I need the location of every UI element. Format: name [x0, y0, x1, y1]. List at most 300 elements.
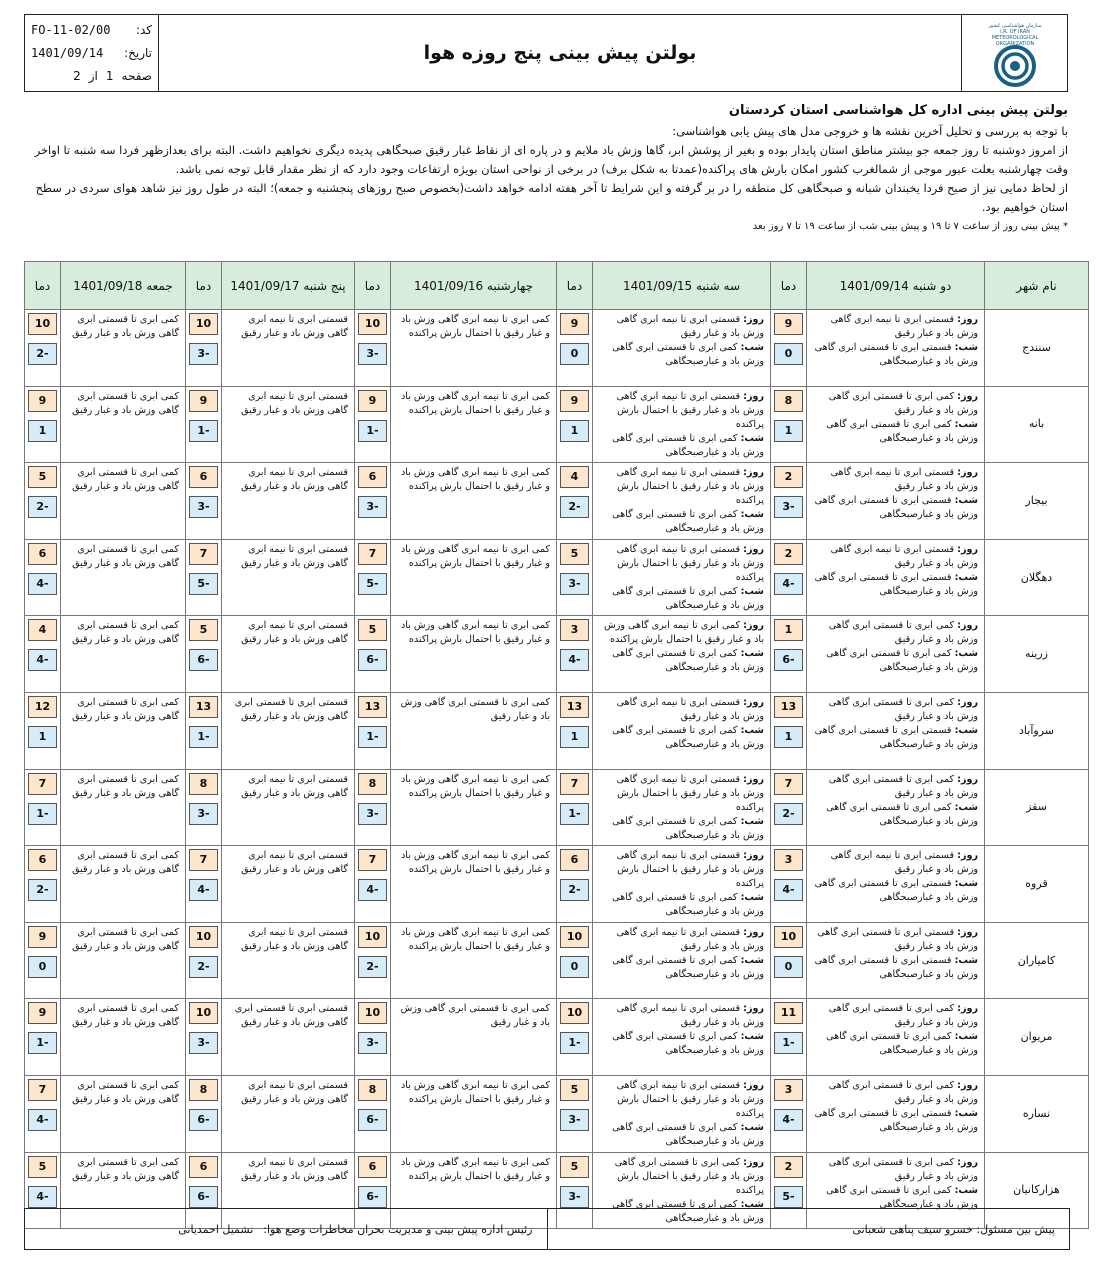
- day-forecast: قسمتی ابری تا نیمه ابری گاهی وزش باد و غبار رقیق: [830, 850, 978, 876]
- night-label: شب:: [954, 1184, 978, 1196]
- forecaster-name: پیش بین مسئول: خسرو سیف پناهی شعبانی: [852, 1222, 1055, 1236]
- night-label: شب:: [740, 1198, 764, 1210]
- min-temp: -2: [28, 343, 57, 365]
- day-forecast: کمی ابری تا نیمه ابری گاهی وزش باد و غبار رقیق با احتمال بارش پراکنده: [604, 620, 764, 646]
- night-label: شب:: [740, 954, 764, 966]
- min-temp: -4: [28, 573, 57, 595]
- min-temp: -1: [28, 1032, 57, 1054]
- forecast-d2: [593, 386, 771, 463]
- max-temp: 5: [28, 466, 57, 488]
- min-temp: -2: [560, 496, 589, 518]
- day-label: روز:: [957, 850, 978, 862]
- day-forecast: کمی ابری تا قسمتی ابری گاهی وزش باد و غبار رقیق: [828, 1003, 978, 1029]
- temps-d2: [557, 692, 593, 769]
- temps-d4: [186, 922, 222, 999]
- forecast-d4: [222, 769, 355, 846]
- day-label: روز:: [957, 314, 978, 325]
- header-day-2: سه شنبه 1401/09/15: [593, 262, 771, 310]
- temps-d4: [186, 692, 222, 769]
- temps-d1: [771, 999, 807, 1076]
- max-temp: 5: [358, 619, 387, 641]
- night-label: شب:: [740, 1031, 764, 1043]
- forecast-d4: [222, 616, 355, 693]
- forecast-d4: [222, 922, 355, 999]
- min-temp: 0: [774, 956, 803, 978]
- table-row: [25, 999, 1089, 1076]
- night-forecast: کمی ابری تا قسمتی ابری گاهی وزش باد و غبارصبحگاهی: [826, 648, 978, 674]
- min-temp: -4: [28, 649, 57, 671]
- page-total: 2: [73, 68, 81, 83]
- forecast-d5: [61, 1075, 186, 1152]
- max-temp: 7: [774, 773, 803, 795]
- max-temp: 6: [560, 849, 589, 871]
- table-row: [25, 846, 1089, 923]
- max-temp: 2: [774, 1156, 803, 1178]
- night-forecast: کمی ابری تا قسمتی ابری گاهی وزش باد و غبارصبحگاهی: [612, 342, 764, 367]
- document-meta: [25, 15, 159, 91]
- day-forecast: قسمتی ابری تا قسمتی ابری گاهی وزش باد و غبار رقیق: [817, 926, 978, 952]
- day-forecast: قسمتی ابری تا نیمه ابری گاهی وزش باد و غبار رقیق: [616, 314, 764, 339]
- max-temp: 2: [774, 543, 803, 565]
- min-temp: -1: [774, 1032, 803, 1054]
- max-temp: 13: [358, 696, 387, 718]
- night-forecast: قسمتی ابری تا قسمتی ابری گاهی وزش باد و غبارصبحگاهی: [814, 495, 978, 521]
- night-label: شب:: [954, 878, 978, 890]
- temps-d1: [771, 1075, 807, 1152]
- forecast-d1: [807, 616, 985, 693]
- forecast-d1: [807, 1075, 985, 1152]
- header-day-1: دو شنبه 1401/09/14: [807, 262, 985, 310]
- forecast-text: کمی ابری تا نیمه ابری گاهی وزش باد و غبار رقیق با احتمال بارش پراکنده: [401, 773, 550, 799]
- forecast-hours-note: * پیش بینی روز از ساعت ۷ تا ۱۹ و پیش بینی شب از ساعت ۱۹ تا ۷ روز بعد: [752, 221, 1068, 232]
- day-forecast: قسمتی ابری تا نیمه ابری گاهی وزش باد و غبار رقیق با احتمال بارش پراکنده: [616, 467, 764, 507]
- max-temp: 9: [189, 390, 218, 412]
- max-temp: 9: [560, 313, 589, 335]
- forecast-d1: [807, 999, 985, 1076]
- max-temp: 9: [28, 390, 57, 412]
- day-forecast: کمی ابری تا قسمتی ابری گاهی وزش باد و غبار رقیق: [828, 1156, 978, 1182]
- max-temp: 5: [560, 1079, 589, 1101]
- night-forecast: کمی ابری تا قسمتی ابری گاهی وزش باد و غبارصبحگاهی: [826, 1031, 978, 1057]
- temps-d5: [25, 922, 61, 999]
- date-label: تاریخ:: [124, 45, 152, 60]
- min-temp: -3: [358, 496, 387, 518]
- city-name: مریوان: [985, 999, 1089, 1076]
- night-label: شب:: [740, 432, 764, 444]
- day-forecast: قسمتی ابری تا نیمه ابری گاهی وزش باد و غبار رقیق با احتمال بارش پراکنده: [616, 543, 764, 583]
- day-forecast: کمی ابری تا قسمتی ابری گاهی وزش باد و غبار رقیق: [828, 390, 978, 416]
- min-temp: -1: [189, 726, 218, 748]
- night-forecast: قسمتی ابری تا قسمتی ابری گاهی وزش باد و غبارصبحگاهی: [814, 724, 978, 750]
- forecast-text: کمی ابری تا نیمه ابری گاهی وزش باد و غبار رقیق با احتمال بارش پراکنده: [401, 390, 550, 416]
- temps-d4: [186, 463, 222, 540]
- table-row: [25, 310, 1089, 387]
- temps-d1: [771, 922, 807, 999]
- night-forecast: کمی ابری تا قسمتی ابری گاهی وزش باد و غبارصبحگاهی: [826, 801, 978, 827]
- forecast-d4: [222, 463, 355, 540]
- min-temp: 0: [560, 956, 589, 978]
- max-temp: 9: [28, 1002, 57, 1024]
- max-temp: 8: [189, 773, 218, 795]
- min-temp: -4: [28, 1186, 57, 1208]
- night-forecast: کمی ابری تا قسمتی ابری گاهی وزش باد و غبارصبحگاهی: [612, 648, 764, 674]
- forecast-d3: [391, 310, 557, 387]
- min-temp: -4: [774, 573, 803, 595]
- day-label: روز:: [743, 543, 764, 555]
- night-label: شب:: [954, 1031, 978, 1043]
- max-temp: 2: [774, 466, 803, 488]
- min-temp: -6: [189, 1109, 218, 1131]
- forecast-text: کمی ابری تا نیمه ابری گاهی وزش باد و غبار رقیق با احتمال بارش پراکنده: [401, 543, 550, 569]
- max-temp: 7: [560, 773, 589, 795]
- forecast-table: [24, 261, 1089, 1229]
- min-temp: 0: [774, 343, 803, 365]
- logo-text-2: I.R. OF IRAN: [999, 29, 1030, 35]
- day-forecast: کمی ابری تا قسمتی ابری گاهی وزش باد و غبار رقیق با احتمال بارش پراکنده: [614, 1156, 764, 1196]
- forecast-d4: [222, 692, 355, 769]
- min-temp: -6: [358, 1109, 387, 1131]
- min-temp: -2: [560, 879, 589, 901]
- night-forecast: کمی ابری تا قسمتی ابری گاهی وزش باد و غبارصبحگاهی: [612, 432, 764, 458]
- forecast-text: کمی ابری تا نیمه ابری گاهی وزش باد و غبار رقیق با احتمال بارش پراکنده: [401, 314, 550, 339]
- temps-d4: [186, 539, 222, 616]
- min-temp: -2: [189, 956, 218, 978]
- forecast-text: کمی ابری تا قسمتی ابری گاهی وزش باد و غبار رقیق: [72, 773, 179, 799]
- forecast-d3: [391, 539, 557, 616]
- max-temp: 6: [28, 543, 57, 565]
- header-temp: دما: [355, 262, 391, 310]
- temps-d5: [25, 769, 61, 846]
- header-day-5: جمعه 1401/09/18: [61, 262, 186, 310]
- min-temp: -2: [774, 803, 803, 825]
- min-temp: -6: [189, 1186, 218, 1208]
- temps-d5: [25, 310, 61, 387]
- temps-d2: [557, 386, 593, 463]
- day-forecast: قسمتی ابری تا نیمه ابری گاهی وزش باد و غبار رقیق: [830, 543, 978, 569]
- night-label: شب:: [954, 1107, 978, 1119]
- day-forecast: قسمتی ابری تا نیمه ابری گاهی وزش باد و غبار رقیق با احتمال بارش پراکنده: [616, 773, 764, 813]
- day-label: روز:: [957, 773, 978, 785]
- temps-d2: [557, 999, 593, 1076]
- day-label: روز:: [743, 926, 764, 938]
- max-temp: 7: [28, 773, 57, 795]
- temps-d3: [355, 769, 391, 846]
- max-temp: 13: [774, 696, 803, 718]
- header-temp: دما: [771, 262, 807, 310]
- max-temp: 4: [560, 466, 589, 488]
- night-forecast: کمی ابری تا قسمتی ابری گاهی وزش باد و غبارصبحگاهی: [612, 892, 764, 918]
- forecast-d2: [593, 999, 771, 1076]
- max-temp: 7: [189, 849, 218, 871]
- night-forecast: کمی ابری تا قسمتی ابری گاهی وزش باد و غبارصبحگاهی: [612, 954, 764, 980]
- temps-d5: [25, 1075, 61, 1152]
- min-temp: -6: [358, 1186, 387, 1208]
- max-temp: 5: [560, 543, 589, 565]
- day-label: روز:: [957, 620, 978, 632]
- forecast-d2: [593, 1075, 771, 1152]
- min-temp: -3: [560, 573, 589, 595]
- forecast-d5: [61, 463, 186, 540]
- min-temp: -4: [189, 879, 218, 901]
- temps-d3: [355, 539, 391, 616]
- day-label: روز:: [743, 773, 764, 785]
- max-temp: 8: [774, 390, 803, 412]
- max-temp: 12: [28, 696, 57, 718]
- night-forecast: کمی ابری تا قسمتی ابری گاهی وزش باد و غبارصبحگاهی: [826, 1184, 978, 1210]
- temps-d1: [771, 310, 807, 387]
- min-temp: -2: [28, 496, 57, 518]
- day-label: روز:: [957, 543, 978, 555]
- forecast-d1: [807, 310, 985, 387]
- min-temp: 1: [28, 420, 57, 442]
- forecast-d4: [222, 386, 355, 463]
- logo-text-3: METEOROLOGICAL: [991, 35, 1038, 41]
- forecast-text: قسمتی ابری تا نیمه ابری گاهی وزش باد و غبار رقیق: [241, 1156, 348, 1182]
- signature-footer: [24, 1208, 1070, 1250]
- night-forecast: قسمتی ابری تا قسمتی ابری گاهی وزش باد و غبارصبحگاهی: [814, 954, 978, 980]
- max-temp: 6: [189, 466, 218, 488]
- forecast-d3: [391, 692, 557, 769]
- header-city: نام شهر: [985, 262, 1089, 310]
- forecast-text: کمی ابری تا قسمتی ابری گاهی وزش باد و غبار رقیق: [72, 1003, 179, 1029]
- temps-d3: [355, 616, 391, 693]
- day-forecast: قسمتی ابری تا نیمه ابری گاهی وزش باد و غبار رقیق: [616, 696, 764, 722]
- day-forecast: قسمتی ابری تا نیمه ابری گاهی وزش باد و غبار رقیق با احتمال بارش پراکنده: [616, 850, 764, 890]
- max-temp: 10: [358, 313, 387, 335]
- night-label: شب:: [740, 648, 764, 660]
- forecast-d3: [391, 769, 557, 846]
- night-forecast: کمی ابری تا قسمتی ابری گاهی وزش باد و غبارصبحگاهی: [612, 724, 764, 750]
- min-temp: -3: [189, 496, 218, 518]
- night-label: شب:: [954, 342, 978, 353]
- max-temp: 10: [774, 926, 803, 948]
- city-name: بانه: [985, 386, 1089, 463]
- forecast-text: کمی ابری تا نیمه ابری گاهی وزش باد و غبار رقیق با احتمال بارش پراکنده: [401, 926, 550, 952]
- temps-d5: [25, 846, 61, 923]
- header-day-3: چهارشنبه 1401/09/16: [391, 262, 557, 310]
- temps-d1: [771, 463, 807, 540]
- max-temp: 6: [358, 1156, 387, 1178]
- day-label: روز:: [743, 1003, 764, 1015]
- forecast-d2: [593, 846, 771, 923]
- night-forecast: کمی ابری تا قسمتی ابری گاهی وزش باد و غبارصبحگاهی: [612, 1031, 764, 1057]
- temps-d4: [186, 846, 222, 923]
- day-label: روز:: [957, 926, 978, 938]
- temps-d3: [355, 386, 391, 463]
- min-temp: -6: [358, 649, 387, 671]
- temps-d2: [557, 463, 593, 540]
- forecast-text: قسمتی ابری تا نیمه ابری گاهی وزش باد و غبار رقیق: [241, 620, 348, 646]
- forecast-text: کمی ابری تا قسمتی ابری گاهی وزش باد و غبار رقیق: [72, 1156, 179, 1182]
- max-temp: 10: [358, 1002, 387, 1024]
- min-temp: -1: [358, 420, 387, 442]
- forecast-d1: [807, 386, 985, 463]
- head-name: نشمیل احمدیانی: [178, 1222, 254, 1236]
- day-label: روز:: [743, 1156, 764, 1168]
- forecast-d5: [61, 692, 186, 769]
- min-temp: -3: [189, 803, 218, 825]
- day-label: روز:: [743, 696, 764, 708]
- temps-d1: [771, 386, 807, 463]
- temps-d2: [557, 616, 593, 693]
- forecast-d1: [807, 846, 985, 923]
- night-label: شب:: [740, 892, 764, 904]
- min-temp: -4: [774, 1109, 803, 1131]
- forecast-text: کمی ابری تا قسمتی ابری گاهی وزش باد و غبار رقیق: [72, 467, 179, 493]
- night-label: شب:: [954, 724, 978, 736]
- city-name: دهگلان: [985, 539, 1089, 616]
- temps-d1: [771, 616, 807, 693]
- temps-d4: [186, 769, 222, 846]
- forecast-d5: [61, 769, 186, 846]
- night-label: شب:: [740, 1121, 764, 1133]
- night-label: شب:: [740, 815, 764, 827]
- forecast-d2: [593, 616, 771, 693]
- forecast-text: کمی ابری تا قسمتی ابری گاهی وزش باد و غبار رقیق: [72, 850, 179, 876]
- temps-d4: [186, 1075, 222, 1152]
- night-forecast: کمی ابری تا قسمتی ابری گاهی وزش باد و غبارصبحگاهی: [612, 1198, 764, 1224]
- forecast-text: قسمتی ابری تا نیمه ابری گاهی وزش باد و غبار رقیق: [241, 543, 348, 569]
- code-label: کد:: [135, 23, 152, 38]
- min-temp: -6: [189, 649, 218, 671]
- day-label: روز:: [743, 850, 764, 862]
- table-row: [25, 539, 1089, 616]
- temps-d5: [25, 463, 61, 540]
- forecast-text: قسمتی ابری تا نیمه ابری گاهی وزش باد و غبار رقیق: [241, 850, 348, 876]
- intro-paragraph-1: با توجه به بررسی و تحلیل آخرین نقشه ها و خروجی مدل های پیش یابی هواشناسی:: [672, 124, 1068, 138]
- max-temp: 5: [560, 1156, 589, 1178]
- header-temp: دما: [25, 262, 61, 310]
- max-temp: 5: [28, 1156, 57, 1178]
- day-forecast: کمی ابری تا قسمتی ابری گاهی وزش باد و غبار رقیق: [828, 773, 978, 799]
- city-name: زرینه: [985, 616, 1089, 693]
- temps-d4: [186, 999, 222, 1076]
- forecast-text: قسمتی ابری تا قسمتی ابری گاهی وزش باد و غبار رقیق: [234, 696, 348, 722]
- forecast-d2: [593, 769, 771, 846]
- logo-text-1: سازمان هواشناسی کشور: [987, 23, 1042, 29]
- forecast-text: کمی ابری تا قسمتی ابری گاهی وزش باد و غبار رقیق: [72, 926, 179, 952]
- forecast-d1: [807, 463, 985, 540]
- table-row: [25, 769, 1089, 846]
- forecast-d4: [222, 846, 355, 923]
- min-temp: -2: [358, 956, 387, 978]
- day-label: روز:: [957, 696, 978, 708]
- night-forecast: قسمتی ابری تا قسمتی ابری گاهی وزش باد و غبارصبحگاهی: [814, 1107, 978, 1133]
- max-temp: 6: [189, 1156, 218, 1178]
- temps-d4: [186, 616, 222, 693]
- forecast-d1: [807, 769, 985, 846]
- max-temp: 9: [774, 313, 803, 335]
- meteorological-organization-logo-icon: [967, 18, 1063, 88]
- table-row: [25, 1075, 1089, 1152]
- min-temp: 1: [774, 726, 803, 748]
- max-temp: 8: [358, 773, 387, 795]
- forecast-d5: [61, 616, 186, 693]
- day-forecast: قسمتی ابری تا نیمه ابری گاهی وزش باد و غبار رقیق با احتمال بارش پراکنده: [616, 390, 764, 430]
- night-forecast: قسمتی ابری تا قسمتی ابری گاهی وزش باد و غبارصبحگاهی: [814, 571, 978, 597]
- temps-d5: [25, 386, 61, 463]
- forecast-d4: [222, 999, 355, 1076]
- day-label: روز:: [743, 467, 764, 479]
- intro-heading: بولتن پیش بینی اداره کل هواشناسی استان کردستان: [728, 103, 1068, 118]
- night-label: شب:: [954, 648, 978, 660]
- forecast-text: کمی ابری تا نیمه ابری گاهی وزش باد و غبار رقیق با احتمال بارش پراکنده: [401, 850, 550, 876]
- forecast-text: کمی ابری تا نیمه ابری گاهی وزش باد و غبار رقیق با احتمال بارش پراکنده: [401, 620, 550, 646]
- min-temp: -3: [560, 1109, 589, 1131]
- night-label: شب:: [740, 509, 764, 521]
- forecast-text: قسمتی ابری تا نیمه ابری گاهی وزش باد و غبار رقیق: [241, 1079, 348, 1105]
- forecast-text: کمی ابری تا نیمه ابری گاهی وزش باد و غبار رقیق با احتمال بارش پراکنده: [401, 1156, 550, 1182]
- forecast-d5: [61, 846, 186, 923]
- temps-d2: [557, 922, 593, 999]
- forecast-text: قسمتی ابری تا نیمه ابری گاهی وزش باد و غبار رقیق: [241, 390, 348, 416]
- table-header-row: [25, 262, 1089, 310]
- city-name: سنندج: [985, 310, 1089, 387]
- forecast-text: کمی ابری تا نیمه ابری گاهی وزش باد و غبار رقیق با احتمال بارش پراکنده: [401, 467, 550, 493]
- forecast-d2: [593, 310, 771, 387]
- temps-d4: [186, 386, 222, 463]
- min-temp: -1: [358, 726, 387, 748]
- max-temp: 1: [774, 619, 803, 641]
- min-temp: -1: [189, 420, 218, 442]
- day-label: روز:: [743, 390, 764, 402]
- forecast-text: کمی ابری تا قسمتی ابری گاهی وزش باد و غبار رقیق: [400, 1003, 550, 1029]
- max-temp: 11: [774, 1002, 803, 1024]
- max-temp: 10: [358, 926, 387, 948]
- forecast-text: کمی ابری تا قسمتی ابری گاهی وزش باد و غبار رقیق: [72, 696, 179, 722]
- max-temp: 10: [560, 1002, 589, 1024]
- temps-d3: [355, 846, 391, 923]
- day-forecast: قسمتی ابری تا نیمه ابری گاهی وزش باد و غبار رقیق با احتمال بارش پراکنده: [616, 1079, 764, 1119]
- max-temp: 6: [28, 849, 57, 871]
- forecast-d1: [807, 539, 985, 616]
- forecast-text: کمی ابری تا نیمه ابری گاهی وزش باد و غبار رقیق با احتمال بارش پراکنده: [401, 1079, 550, 1105]
- intro-paragraph-3: از لحاظ دمایی نیز از صبح فردا یخبندان شبانه و صبحگاهی کل منطقه را در بر گرفته و این شرایط تا آخر هفته ادامه خواهد داشت(بخصوص صبح روزهای پنجشنبه و جمعه)؛ البته در طول روز نیز شاهد هوای سردی در سطح استان خواهیم بود.: [35, 181, 1068, 214]
- temps-d5: [25, 616, 61, 693]
- forecast-text: قسمتی ابری تا نیمه ابری گاهی وزش باد و غبار رقیق: [241, 314, 348, 339]
- forecast-d4: [222, 1075, 355, 1152]
- night-forecast: قسمتی ابری تا قسمتی ابری گاهی وزش باد و غبارصبحگاهی: [814, 342, 978, 367]
- logo: [961, 15, 1067, 91]
- forecast-d5: [61, 310, 186, 387]
- date-value: 1401/09/14: [31, 45, 104, 60]
- forecast-d3: [391, 922, 557, 999]
- table-row: [25, 922, 1089, 999]
- table-row: [25, 692, 1089, 769]
- day-label: روز:: [957, 1003, 978, 1015]
- min-temp: -1: [28, 803, 57, 825]
- max-temp: 9: [560, 390, 589, 412]
- day-label: روز:: [957, 1079, 978, 1091]
- forecast-text: کمی ابری تا قسمتی ابری گاهی وزش باد و غبار رقیق: [72, 390, 179, 416]
- temps-d2: [557, 310, 593, 387]
- forecast-d3: [391, 999, 557, 1076]
- min-temp: -3: [189, 343, 218, 365]
- code-value: FO-11-02/00: [31, 23, 111, 38]
- min-temp: -4: [774, 879, 803, 901]
- night-label: شب:: [740, 342, 764, 353]
- temps-d1: [771, 539, 807, 616]
- day-forecast: قسمتی ابری تا نیمه ابری گاهی وزش باد و غبار رقیق: [830, 467, 978, 493]
- header-temp: دما: [186, 262, 222, 310]
- intro-paragraph-2: از امروز دوشنبه تا روز جمعه جو بیشتر مناطق استان پایدار بوده و بغیر از پوشش ابر، گاها وزش باد ملایم و در پاره ای از نقاط غبار رقیق صبحگاهی پدیده دیگری نخواهیم داشت. البته برای بعدازظهر فردا سه شنبه تا اواخر وقت چهارشنبه بعلت عبور موجی از شمالغرب کشور امکان بارش های پراکنده(عمدتا به شکل برف) در برخی از نواحی استان بویژه ارتفاعات وجود دارد که از نظر مقدار قابل توجه نمی باشد.: [34, 143, 1068, 176]
- max-temp: 7: [358, 543, 387, 565]
- forecast-d4: [222, 310, 355, 387]
- night-label: شب:: [954, 801, 978, 813]
- forecast-d1: [807, 692, 985, 769]
- temps-d3: [355, 999, 391, 1076]
- city-name: سقز: [985, 769, 1089, 846]
